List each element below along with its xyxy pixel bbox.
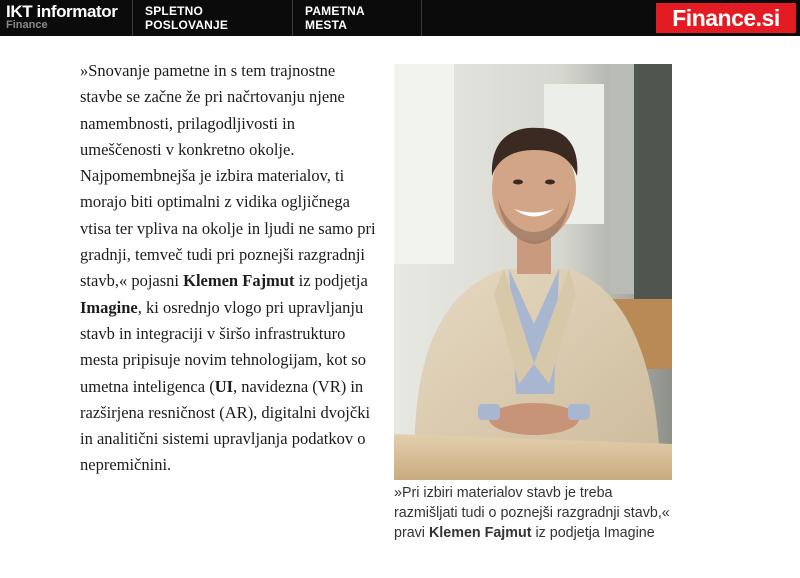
company-name: Imagine bbox=[80, 297, 138, 317]
nav-spletno-poslovanje[interactable]: SPLETNO POSLOVANJE bbox=[132, 0, 292, 36]
ui-term: UI bbox=[214, 376, 234, 396]
logo-title: IKT informator bbox=[6, 2, 118, 21]
person-name: Klemen Fajmut bbox=[183, 271, 295, 291]
nav-pametna-mesta[interactable]: PAMETNA MESTA bbox=[292, 0, 422, 36]
ikt-informator-logo[interactable] bbox=[6, 3, 126, 33]
photo-caption bbox=[394, 483, 674, 543]
caption-person-name: Klemen Fajmut bbox=[428, 525, 532, 541]
article-text: iz podjetja bbox=[298, 271, 368, 291]
portrait-illustration bbox=[394, 64, 672, 480]
logo-subtitle: Finance bbox=[6, 19, 48, 31]
article-text-end: , navidezna (VR) in razširjena resničnost (AR), digitalni dvojčki in analitični sistemi upravljanja podatkov o nepremičnini. bbox=[80, 376, 371, 475]
article-text-intro: »Snovanje pametne in s tem trajnostne stavbe se začne že pri načrtovanju njene namembnosti, prilagodljivosti in umeščenosti v konkretno okolje. Najpomembnejša je izbira materialov, ti morajo biti optimalni z vidika ogljičnega vtisa ter vpliva na okolje in ljudi ne samo pri gradnji, temveč tudi pri poznejši razgradnji stavb,« pojasni bbox=[80, 61, 376, 291]
article-text: , ki osrednjo vlogo pri upravljanju stavb in integraciji v širšo infrastrukturo mesta pripisuje novim tehnologijam, kot so umetna inteligenca ( bbox=[80, 297, 366, 396]
caption-text: »Pri izbiri materialov stavb je treba razmišljati tudi o poznejši razgradnji stavb,« pravi bbox=[394, 485, 670, 541]
article-body bbox=[80, 58, 380, 479]
portrait-photo bbox=[394, 64, 672, 480]
caption-text-end: iz podjetja Imagine bbox=[535, 525, 655, 541]
top-navigation-bar bbox=[0, 0, 800, 36]
finance-si-logo[interactable]: Finance.si bbox=[656, 3, 796, 33]
